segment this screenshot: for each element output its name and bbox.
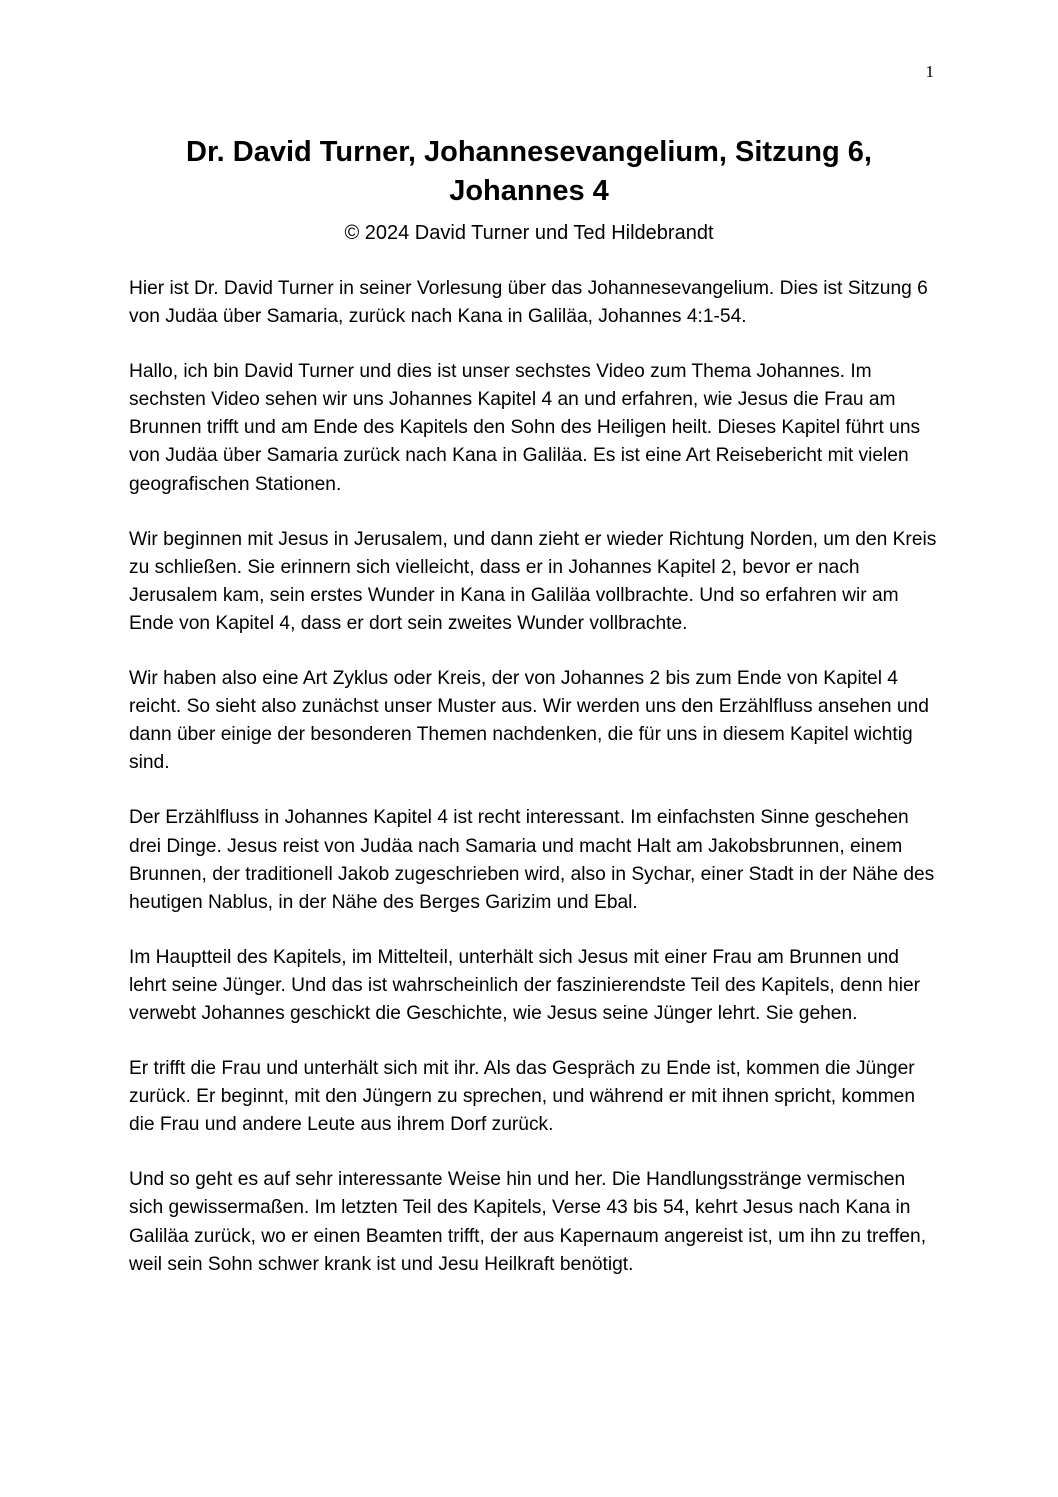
copyright-line: © 2024 David Turner und Ted Hildebrandt: [344, 222, 714, 244]
paragraph: Der Erzählfluss in Johannes Kapitel 4 ist recht interessant. Im einfachsten Sinne geschehen drei Dinge. Jesus reist von Judäa nach Samaria und macht Halt am Jakobsbrunnen, einem Brunnen, der traditionell Jakob zugeschrieben wird, also in Sychar, einer Stadt in der Nähe des heutigen Nablus, in der Nähe des Berges Garizim und Ebal.: [129, 807, 935, 913]
title-line-2: Johannes 4: [449, 175, 609, 207]
body-text: [129, 275, 939, 1306]
page-number: 1: [925, 62, 934, 81]
paragraph: Er trifft die Frau und unterhält sich mit ihr. Als das Gespräch zu Ende ist, kommen die Jünger zurück. Er beginnt, mit den Jüngern zu sprechen, und während er mit ihnen spricht, kommen die Frau und andere Leute aus ihrem Dorf zurück.: [129, 1058, 916, 1136]
document-title: [129, 133, 929, 211]
paragraph: Wir haben also eine Art Zyklus oder Kreis, der von Johannes 2 bis zum Ende von Kapitel 4 reicht. So sieht also zunächst unser Muster aus. Wir werden uns den Erzählfluss ansehen und dann über einige der besonderen Themen nachdenken, die für uns in diesem Kapitel wichtig sind.: [129, 668, 929, 774]
paragraph: Hallo, ich bin David Turner und dies ist unser sechstes Video zum Thema Johannes. Im sechsten Video sehen wir uns Johannes Kapitel 4 an und erfahren, wie Jesus die Frau am Brunnen trifft und am Ende des Kapitels den Sohn des Heiligen heilt. Dieses Kapitel führt uns von Judäa über Samaria zurück nach Kana in Galiläa. Es ist eine Art Reisebericht mit vielen geografischen Stationen.: [129, 361, 921, 495]
title-line-1: Dr. David Turner, Johannesevangelium, Sitzung 6,: [186, 136, 872, 168]
paragraph: Und so geht es auf sehr interessante Weise hin und her. Die Handlungsstränge vermischen sich gewissermaßen. Im letzten Teil des Kapitels, Verse 43 bis 54, kehrt Jesus nach Kana in Galiläa zurück, wo er einen Beamten trifft, der aus Kapernaum angereist ist, um ihn zu treffen, weil sein Sohn schwer krank ist und Jesu Heilkraft benötigt.: [129, 1169, 927, 1275]
paragraph: Wir beginnen mit Jesus in Jerusalem, und dann zieht er wieder Richtung Norden, um den Kreis zu schließen. Sie erinnern sich vielleicht, dass er in Johannes Kapitel 2, bevor er nach Jerusalem kam, sein erstes Wunder in Kana in Galiläa vollbrachte. Und so erfahren wir am Ende von Kapitel 4, dass er dort sein zweites Wunder vollbrachte.: [129, 528, 937, 634]
paragraph: Im Hauptteil des Kapitels, im Mittelteil, unterhält sich Jesus mit einer Frau am Brunnen und lehrt seine Jünger. Und das ist wahrscheinlich der faszinierendste Teil des Kapitels, denn hier verwebt Johannes geschickt die Geschichte, wie Jesus seine Jünger lehrt. Sie gehen.: [129, 946, 921, 1024]
paragraph: Hier ist Dr. David Turner in seiner Vorlesung über das Johannesevangelium. Dies ist Sitzung 6 von Judäa über Samaria, zurück nach Kana in Galiläa, Johannes 4:1-54.: [129, 278, 928, 328]
